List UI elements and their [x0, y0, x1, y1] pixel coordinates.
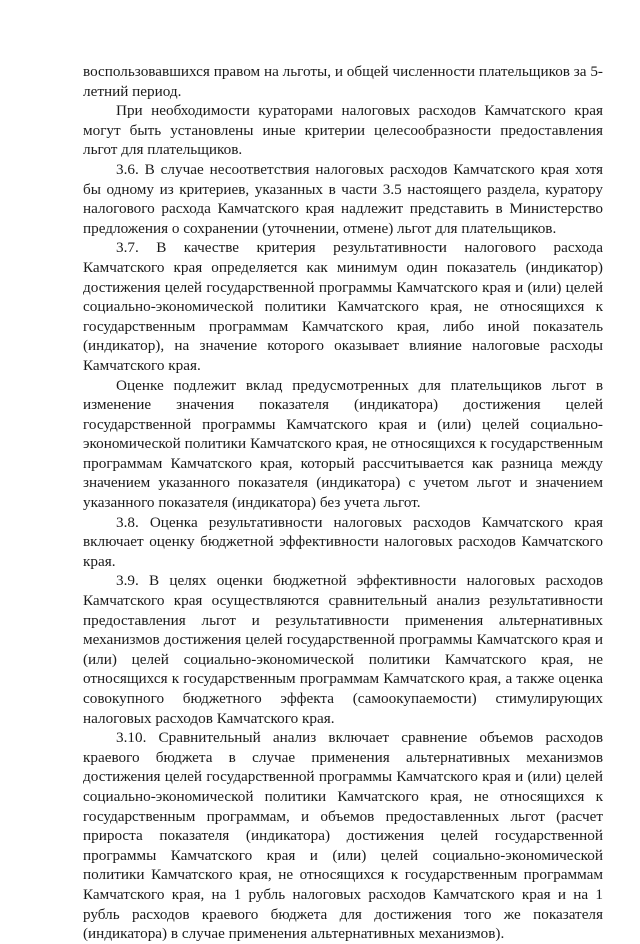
- paragraph-3-7: 3.7. В качестве критерия результативности налогового расхода Камчатского края определяется как минимум один показатель (индикатор) достижения целей государственной программы Камчатского края и (или) целей социально-экономической политики Камчатского края, не относящихся к государственным программам Камчатского края, либо иной показатель (индикатор), на значение которого оказывает влияние налоговые расходы Камчатского края.: [83, 239, 603, 374]
- paragraph-curators-criteria: При необходимости кураторами налоговых расходов Камчатского края могут быть установлены иные критерии целесообразности предоставления льгот для плательщиков.: [83, 102, 603, 159]
- paragraph-3-10: 3.10. Сравнительный анализ включает сравнение объемов расходов краевого бюджета в случае применения альтернативных механизмов достижения целей государственной программы Камчатского края и (или) целей социально-экономической политики Камчатского края, не относящихся к государственным программам, и объемов предоставленных льгот (расчет прироста показателя (индикатора) достижения целей государственной программы Камчатского края и (или) целей социально-экономической политики Камчатского края, не относящихся к государственным программам Камчатского края, на 1 рубль налоговых расходов Камчатского края и на 1 рубль расходов краевого бюджета для достижения того же показателя (индикатора) в случае применения альтернативных механизмов).: [83, 729, 603, 943]
- document-body: [83, 62, 603, 944]
- paragraph-3-9: 3.9. В целях оценки бюджетной эффективности налоговых расходов Камчатского края осуществляются сравнительный анализ результативности предоставления льгот и результативности применения альтернативных механизмов достижения целей государственной программы Камчатского края и (или) целей социально-экономической политики Камчатского края, не относящихся к государственным программам Камчатского края, а также оценка совокупного бюджетного эффекта (самоокупаемости) стимулирующих налоговых расходов Камчатского края.: [83, 572, 603, 727]
- paragraph-3-6: 3.6. В случае несоответствия налоговых расходов Камчатского края хотя бы одному из критериев, указанных в части 3.5 настоящего раздела, куратору налогового расхода Камчатского края надлежит представить в Министерство предложения о сохранении (уточнении, отмене) льгот для плательщиков.: [83, 160, 603, 237]
- paragraph-assessment-contribution: Оценке подлежит вклад предусмотренных для плательщиков льгот в изменение значения показателя (индикатора) достижения целей государственной программы Камчатского края и (или) целей социально-экономической политики Камчатского края, не относящихся к государственным программам Камчатского края, который рассчитывается как разница между значением указанного показателя (индикатора) с учетом льгот и значением указанного показателя (индикатора) без учета льгот.: [83, 376, 603, 512]
- paragraph-continuation: воспользовавшихся правом на льготы, и общей численности плательщиков за 5-летний период.: [83, 63, 603, 100]
- paragraph-3-8: 3.8. Оценка результативности налоговых расходов Камчатского края включает оценку бюджетной эффективности налоговых расходов Камчатского края.: [83, 513, 603, 570]
